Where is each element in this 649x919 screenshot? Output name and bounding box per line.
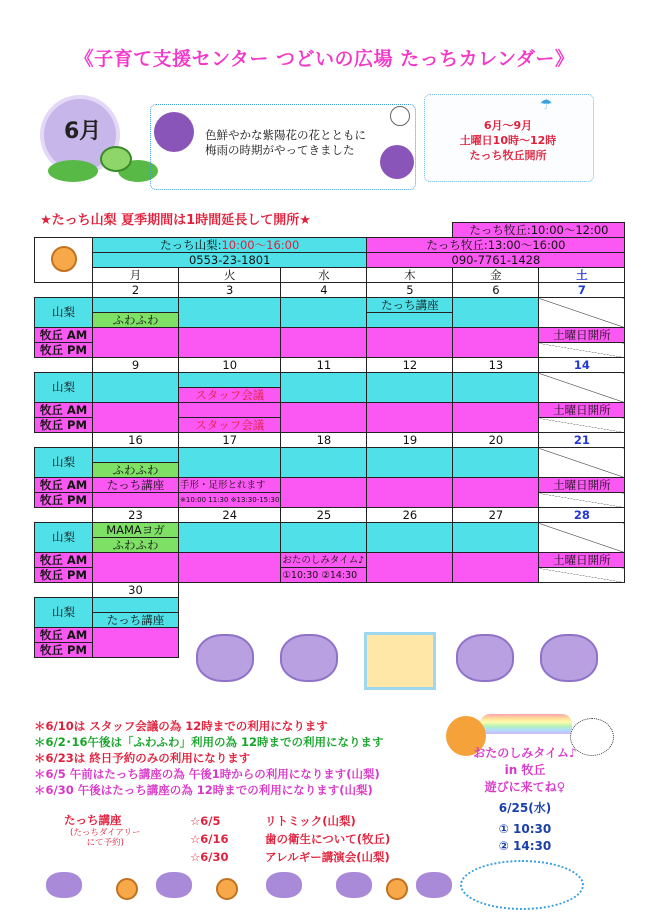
yamanashi-hours-value: 10:00～16:00	[221, 237, 300, 252]
note-item: ＊6/10は スタッフ会議の為 12時までの利用になります	[34, 719, 328, 733]
event-line: 遊びに来てね♀	[484, 780, 566, 794]
row-label-yamanashi: 山梨	[35, 448, 93, 478]
info-line: 6月～9月	[483, 119, 533, 132]
closed-cell	[539, 298, 625, 328]
event-cell: ふわふわ	[93, 313, 179, 328]
date-cell: 3	[179, 283, 281, 298]
children-picture-icon	[364, 632, 436, 690]
makioka-pm-hours: たっち牧丘:13:00～16:00	[367, 238, 625, 253]
lecture-subtitle-line: にて予約)	[86, 838, 124, 848]
date-cell: 14	[539, 358, 625, 373]
frog-icon	[100, 146, 132, 172]
event-cell: 手形・足形とれます	[179, 478, 281, 493]
date-cell: 30	[93, 583, 179, 598]
date-cell: 25	[281, 508, 367, 523]
closed-cell	[539, 448, 625, 478]
row-label-yamanashi: 山梨	[35, 523, 93, 553]
date-cell: 4	[281, 283, 367, 298]
date-cell: 7	[539, 283, 625, 298]
event-cell: スタッフ会議	[179, 388, 281, 403]
event-cell: おたのしみタイム♪	[281, 553, 367, 568]
date-cell: 23	[93, 508, 179, 523]
note-item: ＊6/23は 終日予約のみの利用になります	[34, 751, 251, 765]
note-item: ＊6/30 午後はたっち講座の為 12時までの利用になります(山梨)	[34, 783, 373, 797]
date-cell: 17	[179, 433, 281, 448]
saturday-open: 土曜日開所	[539, 328, 625, 343]
date-cell: 24	[179, 508, 281, 523]
row-label-yamanashi: 山梨	[35, 298, 93, 328]
makioka-phone: 090-7761-1428	[367, 253, 625, 268]
lecture-name: アレルギー講演会(山梨)	[265, 850, 390, 864]
event-cell: たっち講座	[93, 613, 179, 628]
umbrella-icon: ☂	[540, 97, 553, 113]
event-cell: ①10:30 ②14:30	[281, 568, 367, 583]
date-cell: 20	[453, 433, 539, 448]
hydrangea-icon	[156, 872, 192, 898]
row-label-pm: 牧丘 PM	[35, 493, 93, 508]
hydrangea-icon	[154, 112, 194, 152]
hydrangea-icon	[540, 634, 598, 682]
closed-cell	[539, 418, 625, 433]
date-cell: 18	[281, 433, 367, 448]
leaf-icon	[48, 160, 98, 182]
event-cell: たっち講座	[367, 298, 453, 313]
notes-list	[34, 718, 383, 798]
saturday-open: 土曜日開所	[539, 478, 625, 493]
event-time: ② 14:30	[498, 839, 552, 853]
saturday-open: 土曜日開所	[539, 553, 625, 568]
row-label-am: 牧丘 AM	[35, 403, 93, 418]
row-label-pm: 牧丘 PM	[35, 418, 93, 433]
event-date: 6/25(水)	[498, 801, 552, 815]
hydrangea-icon	[266, 872, 302, 898]
date-cell: 21	[539, 433, 625, 448]
event-cell: スタッフ会議	[179, 418, 281, 433]
hydrangea-icon	[336, 872, 372, 898]
yamanashi-hours-label: たっち山梨:	[160, 237, 222, 252]
lecture-date: ☆6/30	[190, 850, 229, 864]
teru-teru-bozu-icon	[390, 106, 410, 126]
saturday-info-text	[424, 118, 592, 163]
event-box	[440, 745, 610, 855]
row-label-am: 牧丘 AM	[35, 478, 93, 493]
row-label-am: 牧丘 AM	[35, 553, 93, 568]
info-line: たっち牧丘開所	[469, 149, 547, 162]
snail-icon	[386, 878, 408, 900]
row-label-am: 牧丘 AM	[35, 628, 93, 643]
row-label-pm: 牧丘 PM	[35, 568, 93, 583]
event-cell: MAMAヨガ	[93, 523, 179, 538]
yamanashi-hours	[93, 238, 367, 253]
day-header: 金	[453, 268, 539, 283]
snail-icon	[216, 878, 238, 900]
date-cell: 16	[93, 433, 179, 448]
day-header: 月	[93, 268, 179, 283]
date-cell: 5	[367, 283, 453, 298]
date-cell: 12	[367, 358, 453, 373]
event-cell: ふわふわ	[93, 538, 179, 553]
note-item: ＊6/2･16午後は「ふわふわ」利用の為 12時までの利用になります	[34, 735, 384, 749]
snail-icon	[116, 878, 138, 900]
day-header: 木	[367, 268, 453, 283]
row-label-am: 牧丘 AM	[35, 328, 93, 343]
closed-cell	[539, 373, 625, 403]
makioka-am-hours: たっち牧丘:10:00～12:00	[453, 223, 625, 238]
lecture-subtitle	[70, 828, 141, 848]
event-line: おたのしみタイム♪	[473, 746, 577, 760]
date-cell: 6	[453, 283, 539, 298]
lecture-title: たっち講座	[64, 813, 122, 827]
date-cell: 26	[367, 508, 453, 523]
lecture-list	[190, 812, 390, 866]
row-label-pm: 牧丘 PM	[35, 643, 93, 658]
hydrangea-icon	[46, 872, 82, 898]
snail-icon-cell	[35, 238, 93, 283]
closed-cell	[539, 523, 625, 553]
note-item: ＊6/5 午前はたっち講座の為 午後1時からの利用になります(山梨)	[34, 767, 380, 781]
date-cell: 27	[453, 508, 539, 523]
rainbow-icon	[480, 714, 572, 734]
row-label-pm: 牧丘 PM	[35, 343, 93, 358]
lecture-subtitle-line: (たっちダイアリー	[70, 828, 141, 838]
puddle-icon	[460, 860, 584, 910]
date-cell: 19	[367, 433, 453, 448]
closed-cell	[539, 493, 625, 508]
event-cell: ふわふわ	[93, 463, 179, 478]
lecture-name: リトミック(山梨)	[265, 814, 356, 828]
hydrangea-icon	[416, 872, 452, 898]
event-cell: たっち講座	[93, 478, 179, 493]
info-line: 土曜日10時～12時	[459, 134, 557, 147]
month-label: 6月	[64, 119, 102, 144]
closed-cell	[539, 568, 625, 583]
event-cell	[93, 298, 179, 313]
hydrangea-icon	[280, 634, 338, 682]
day-header: 水	[281, 268, 367, 283]
day-header: 火	[179, 268, 281, 283]
date-cell: 2	[93, 283, 179, 298]
closed-cell	[539, 343, 625, 358]
date-cell: 13	[453, 358, 539, 373]
summer-notice: ★たっち山梨 夏季期間は1時間延長して開所★	[40, 213, 311, 228]
lecture-name: 歯の衛生について(牧丘)	[265, 832, 391, 846]
row-label-yamanashi: 山梨	[35, 598, 93, 628]
date-cell: 9	[93, 358, 179, 373]
calendar-table	[34, 222, 625, 658]
date-cell: 28	[539, 508, 625, 523]
event-line: in 牧丘	[504, 763, 546, 777]
hydrangea-icon	[456, 634, 514, 682]
event-time: ① 10:30	[498, 822, 552, 836]
rain-message-line: 梅雨の時期がやってきました	[205, 143, 355, 157]
event-cell: ※10:00 11:30 ※13:30-15:30	[179, 493, 281, 508]
rain-message-line: 色鮮やかな紫陽花の花とともに	[205, 128, 366, 142]
hydrangea-icon	[380, 145, 414, 179]
rain-message	[205, 128, 366, 158]
lecture-item	[190, 830, 390, 848]
lecture-item	[190, 848, 390, 866]
saturday-open: 土曜日開所	[539, 403, 625, 418]
yamanashi-phone: 0553-23-1801	[93, 253, 367, 268]
lecture-date: ☆6/5	[190, 814, 221, 828]
day-header-saturday: 土	[539, 268, 625, 283]
page-title: 《子育て支援センター つどいの広場 たっちカレンダー》	[74, 48, 575, 70]
lecture-date: ☆6/16	[190, 832, 229, 846]
row-label-yamanashi: 山梨	[35, 373, 93, 403]
lecture-item	[190, 812, 390, 830]
date-cell: 10	[179, 358, 281, 373]
date-cell: 11	[281, 358, 367, 373]
hydrangea-icon	[196, 634, 254, 682]
